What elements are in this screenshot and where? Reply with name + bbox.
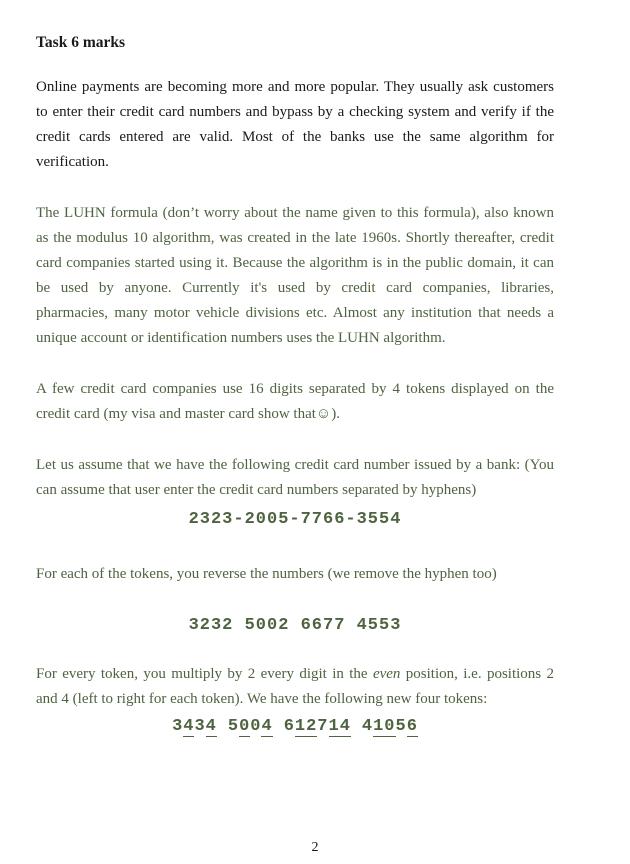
- multiplied-token: [284, 717, 351, 736]
- doubled-digit-segment: 4: [205, 717, 217, 736]
- digit-segment: 6: [283, 717, 295, 736]
- multiply-text-emphasis: even: [372, 666, 401, 682]
- assumption-paragraph: Let us assume that we have the following credit card number issued by a bank: (You can assume that user enter the credit card numbers separated by hyphens): [36, 457, 554, 498]
- digit-segment: 0: [250, 717, 262, 736]
- digit-segment: 4: [361, 717, 374, 736]
- doubled-digit-segment: 12: [294, 717, 318, 736]
- multiply-text-pre: For every token, you multiply by 2 every digit in the: [36, 666, 373, 682]
- digit-segment: 3: [172, 717, 184, 736]
- luhn-history-paragraph: The LUHN formula (don’t worry about the name given to this formula), also known as the modulus 10 algorithm, was created in the late 1960s. Shortly thereafter, credit card companies started using it. Because the algorithm is in the public domain, it can be used by anyone. Currently it's used by credit card companies, libraries, pharmacies, many motor vehicle divisions etc. Almost any institution that needs a unique account or identification numbers uses the LUHN algorithm.: [36, 205, 554, 346]
- multiply-paragraph: [36, 662, 554, 712]
- doubled-digit-segment: 6: [406, 717, 418, 736]
- digit-segment: 7: [317, 717, 329, 736]
- reversed-tokens: 3232 5002 6677 4553: [188, 616, 402, 635]
- reverse-instruction-paragraph: For each of the tokens, you reverse the numbers (we remove the hyphen too): [36, 566, 497, 582]
- doubled-digit-segment: 10: [373, 717, 396, 736]
- page-number: 2: [311, 840, 319, 855]
- intro-paragraph: Online payments are becoming more and more popular. They usually ask customers to enter their credit card numbers and bypass by a checking system and verify if the credit cards entered are valid. Most of the banks use the same algorithm for verification.: [36, 79, 554, 170]
- digit-segment: 5: [227, 717, 240, 736]
- tokens-info-paragraph: A few credit card companies use 16 digits separated by 4 tokens displayed on the credit card (my visa and master card show that☺).: [36, 381, 554, 422]
- doubled-digit-segment: 4: [183, 717, 195, 736]
- multiplied-token: [228, 717, 273, 736]
- multiply-text-post: position, i.e. positions 2 and 4 (left to right for each token). We have the following new four tokens:: [36, 666, 554, 707]
- multiplied-token: [172, 717, 217, 737]
- digit-segment: 5: [395, 717, 407, 736]
- doubled-digit-segment: 0: [239, 717, 251, 736]
- task-title: Task 6 marks: [36, 34, 126, 51]
- multiplied-token: [362, 717, 418, 736]
- doubled-digit-segment: 14: [328, 717, 351, 736]
- card-number: 2323-2005-7766-3554: [188, 510, 402, 529]
- multiplied-tokens: [36, 714, 554, 739]
- digit-segment: 3: [194, 717, 206, 736]
- doubled-digit-segment: 4: [261, 717, 273, 736]
